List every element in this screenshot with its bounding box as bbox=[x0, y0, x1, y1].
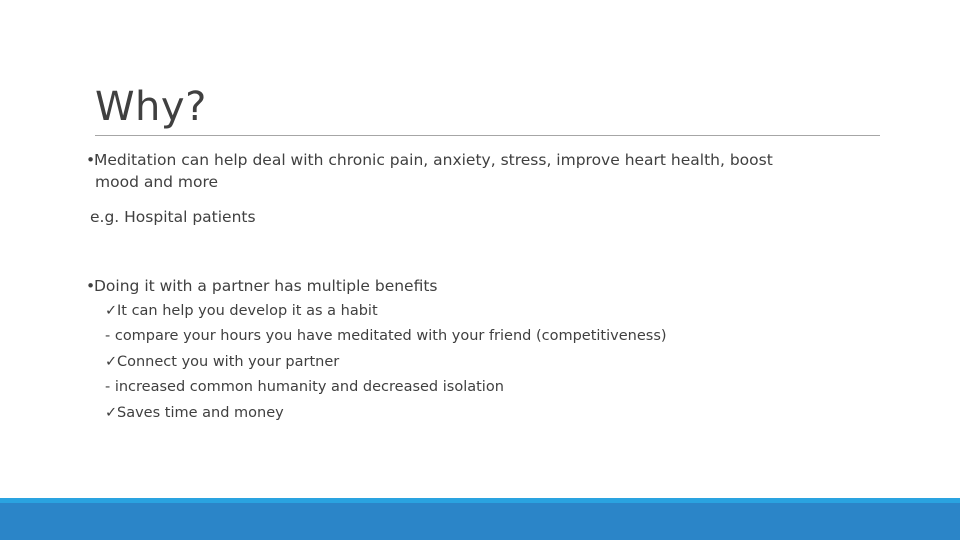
bullet-text-continuation: mood and more bbox=[95, 173, 219, 191]
bullet-marker: • bbox=[86, 277, 96, 295]
bullet-item bbox=[86, 149, 846, 193]
bullet-text: Meditation can help deal with chronic pain, anxiety, stress, improve heart health, boost bbox=[94, 151, 773, 169]
example-text: e.g. Hospital patients bbox=[90, 208, 256, 226]
sub-item-text: - increased common humanity and decreased isolation bbox=[105, 379, 504, 395]
sub-item-text: Saves time and money bbox=[117, 405, 284, 421]
sub-item bbox=[105, 403, 284, 423]
bullet-item bbox=[86, 275, 846, 297]
slide-title: Why? bbox=[95, 84, 207, 130]
bullet-text: Doing it with a partner has multiple benefits bbox=[94, 277, 438, 295]
sub-item bbox=[105, 301, 378, 321]
sub-item bbox=[105, 352, 339, 372]
sub-item bbox=[105, 377, 504, 397]
sub-item-text: It can help you develop it as a habit bbox=[117, 303, 378, 319]
sub-item-text: - compare your hours you have meditated with your friend (competitiveness) bbox=[105, 328, 667, 344]
footer-highlight-strip bbox=[0, 498, 960, 503]
checkmark-icon: ✓ bbox=[105, 303, 118, 319]
checkmark-icon: ✓ bbox=[105, 354, 118, 370]
sub-item bbox=[105, 326, 667, 346]
footer-band bbox=[0, 498, 960, 540]
sub-item-text: Connect you with your partner bbox=[117, 354, 340, 370]
checkmark-icon: ✓ bbox=[105, 405, 118, 421]
bullet-marker: • bbox=[86, 151, 96, 169]
